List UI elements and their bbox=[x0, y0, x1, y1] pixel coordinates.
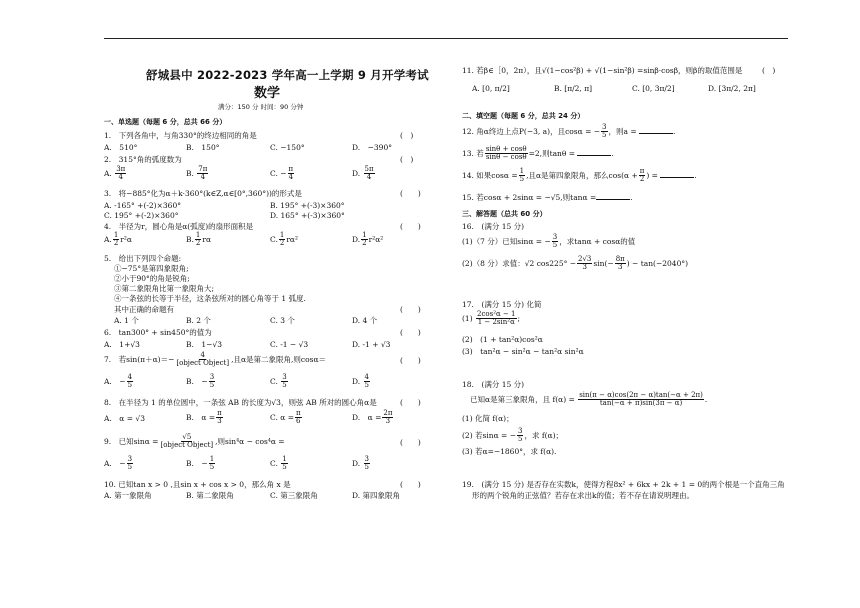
answer-blank[interactable] bbox=[639, 126, 673, 134]
question-stem: 3. 将−885°化为α＋k·360°(k∈Z,α∈[0°,360°))的形式是 bbox=[104, 189, 302, 198]
question-stem: 5. 给出下列四个命题: bbox=[104, 254, 182, 263]
answer-paren: ( ) bbox=[400, 155, 414, 164]
answer-paren: ( ) bbox=[400, 438, 421, 447]
question-stem: 7. 若sin(π＋α)＝− $\frac{4}{\text{[object Object]}}$ ,且α是第二象限角,则cosα＝ bbox=[104, 351, 327, 368]
part-1: (1)（7 分）已知sinα = − $\frac{3}{5}$ ，求tanα + cosα的值 bbox=[462, 233, 636, 250]
option-b: B. 1−√3 bbox=[186, 340, 223, 349]
answer-paren: ( ) bbox=[400, 189, 421, 198]
question-stem: 已知α是第三象限角，且 f(α) = $\frac{\sin(\pi - \alpha)\cos(2\pi - \alpha)\tan(-\alpha + 2\pi)}{\tan(-\alpha + \pi)\sin(3\pi - \alpha)}$ . bbox=[470, 391, 708, 408]
question-stem: 2. 315°角的弧度数为 bbox=[104, 155, 182, 164]
answer-paren: ( ) bbox=[400, 398, 421, 407]
answer-blank[interactable] bbox=[596, 192, 630, 200]
option-c: C. [0, 3π/2] bbox=[632, 84, 675, 93]
option-d: D. $\frac{4}{5}$ bbox=[352, 373, 369, 390]
option-a: A. [0, π/2] bbox=[472, 84, 510, 93]
option-c: C. 195° +(-2)×360° bbox=[104, 211, 179, 220]
question-head: 18. (满分 15 分) bbox=[462, 380, 525, 389]
question-stem: 10. 已知tan x > 0 ,且sin x + cos x > 0，那么角 x 是 bbox=[104, 480, 291, 489]
option-a: A. − $\frac{4}{5}$ bbox=[104, 373, 133, 390]
option-b: B. 195° +(-3)×360° bbox=[270, 201, 345, 210]
option-d: D. $\frac{3}{5}$ bbox=[352, 455, 369, 472]
part-2: (2) 若sinα = − $\frac{3}{5}$ ，求 f(α)； bbox=[462, 427, 564, 444]
option-d: D. 165° +(-3)×360° bbox=[270, 211, 345, 220]
option-d: D. −390° bbox=[352, 143, 392, 152]
option-c: C. − $\frac{\pi}{4}$ bbox=[270, 165, 294, 182]
option-a: A. 1 个 bbox=[114, 316, 139, 325]
option-a: A. $\frac{1}{2}$ r²α bbox=[104, 231, 132, 248]
question-14: 14. 如果cosα = $\frac{1}{5}$ ,且α是第四象限角，那么cos(α + $\frac{\pi}{2}$ ) = . bbox=[462, 167, 697, 184]
answer-blank[interactable] bbox=[660, 170, 694, 178]
question-stem: 8. 在半径为 1 的单位圆中，一条弦 AB 的长度为√3，则弦 AB 所对的圆心角α是 bbox=[104, 398, 377, 407]
part-1: (1) 化简 f(α)； bbox=[462, 414, 514, 423]
answer-paren: ( ) bbox=[400, 328, 421, 337]
answer-paren: ( ) bbox=[400, 480, 421, 489]
question-13: 13. 若 $\frac{\sin\theta + \cos\theta}{\sin\theta - \cos\theta}$ =2,则tanθ = . bbox=[462, 145, 614, 162]
answer-paren: ( ) bbox=[400, 356, 421, 365]
question-ask: 其中正确的命题有 bbox=[114, 305, 174, 314]
part-3: (3) tan²α − sin²α − tan²α sin²α bbox=[462, 347, 584, 356]
option-b: B. − $\frac{1}{5}$ bbox=[186, 455, 215, 472]
exam-subject: 数学 bbox=[254, 86, 281, 101]
answer-blank[interactable] bbox=[577, 148, 611, 156]
option-b: B. − $\frac{3}{5}$ bbox=[186, 373, 215, 390]
statement-2: ②小于90°的角是锐角; bbox=[114, 274, 190, 283]
option-d: D. α = $\frac{2\pi}{3}$ bbox=[352, 409, 393, 426]
exam-title: 舒城县中 2022-2023 学年高一上学期 9 月开学考试 bbox=[146, 68, 429, 82]
question-stem: 11. 若β∈［0，2π），且√(1−cos²β) + √(1−sin²β) =sinβ·cosβ，则β的取值范围是 bbox=[462, 66, 743, 75]
option-b: B. 2 个 bbox=[186, 316, 211, 325]
option-d: D. $\frac{1}{2}$ r²α² bbox=[352, 231, 384, 248]
part-3: (3) 若α=−1860°，求 f(α). bbox=[462, 447, 557, 456]
option-b: B. 第二象限角 bbox=[186, 491, 234, 500]
option-c: C. α = $\frac{\pi}{6}$ bbox=[270, 409, 301, 426]
option-a: A. α = √3 bbox=[104, 414, 145, 423]
option-c: C. 第三象限角 bbox=[270, 491, 318, 500]
statement-1: ①−75°是第四象限角; bbox=[114, 264, 189, 273]
question-head: 16. (满分 15 分) bbox=[462, 222, 525, 231]
answer-paren: ( ) bbox=[400, 131, 414, 140]
part-2: (2)（8 分）求值：√2 cos225° − $\frac{2√3}{3}$ sin(− $\frac{8\pi}{3}$ ) − tan(−2040°) bbox=[462, 255, 689, 272]
part-2: (2) (1 + tan²α)cos²α bbox=[462, 335, 543, 344]
question-stem: 6. tan300° + sin450°的值为 bbox=[104, 328, 212, 337]
question-stem: 4. 半径为r，圆心角是α(弧度)的扇形面积是 bbox=[104, 222, 254, 231]
answer-paren: ( ) bbox=[762, 66, 776, 75]
option-c: C. −150° bbox=[270, 143, 305, 152]
option-c: C. -1 − √3 bbox=[270, 340, 309, 349]
statement-3: ③第二象限角比第一象限角大; bbox=[114, 284, 215, 293]
question-15: 15. 若cosα + 2sinα = −√5,则tanα = . bbox=[462, 193, 633, 202]
answer-paren: ( ) bbox=[400, 222, 421, 231]
question-12: 12. 角α终边上点P(−3, a)，且cosα = − $\frac{3}{5}$ ，则a = . bbox=[462, 123, 676, 140]
question-head: 17. (满分 15 分) 化简 bbox=[462, 300, 542, 309]
option-c: C. $\frac{1}{5}$ bbox=[270, 455, 287, 472]
option-b: B. $\frac{7\pi}{4}$ bbox=[186, 165, 208, 182]
option-d: D. -1 + √3 bbox=[352, 340, 391, 349]
question-line-1: 19. (满分 15 分) 是否存在实数k，使得方程8x² + 6kx + 2k + 1 = 0的两个根是一个直角三角 bbox=[462, 480, 785, 489]
option-b: B. 150° bbox=[186, 143, 220, 152]
question-stem: 9. 已知sinα = $\frac{√5}{\text{[object Object]}}$ ,则sin⁴α − cos⁴α = bbox=[104, 433, 285, 450]
option-a: A. − $\frac{3}{5}$ bbox=[104, 455, 133, 472]
option-d: D. 第四象限角 bbox=[352, 491, 401, 500]
option-b: B. α = $\frac{\pi}{3}$ bbox=[186, 409, 222, 426]
option-a: A. 510° bbox=[104, 143, 138, 152]
statement-4: ④一条弦的长等于半径，这条弦所对的圆心角等于 1 弧度. bbox=[114, 294, 306, 303]
option-b: B. [π/2, π] bbox=[554, 84, 593, 93]
question-line-2: 形的两个锐角的正弦值？若存在求出k的值；若不存在请说明理由。 bbox=[472, 491, 695, 500]
part-1: (1) $\frac{\text{2cos²α − 1}}{\text{1 − 2sin²α}}$ ; bbox=[462, 310, 521, 327]
option-c: C. $\frac{3}{5}$ bbox=[270, 373, 287, 390]
option-b: B. $\frac{1}{2}$ rα bbox=[186, 231, 212, 248]
option-a: A. 1+√3 bbox=[104, 340, 140, 349]
option-c: C. $\frac{1}{2}$ rα² bbox=[270, 231, 298, 248]
exam-meta: 满分：150 分 时间：90 分钟 bbox=[218, 103, 304, 111]
top-rule bbox=[104, 38, 788, 39]
option-d: D. 4 个 bbox=[352, 316, 378, 325]
section-single-choice: 一、单选题（每题 6 分，总共 66 分） bbox=[104, 118, 227, 126]
section-fill-in: 二、填空题（每题 6 分，总共 24 分） bbox=[462, 112, 585, 120]
option-a: A. $\frac{3\pi}{4}$ bbox=[104, 165, 126, 182]
option-d: D. $\frac{5\pi}{4}$ bbox=[352, 165, 374, 182]
option-c: C. 3 个 bbox=[270, 316, 295, 325]
option-a: A. 第一象限角 bbox=[104, 491, 152, 500]
option-d: D. [3π/2, 2π] bbox=[708, 84, 756, 93]
answer-paren: ( ) bbox=[400, 305, 421, 314]
question-stem: 1. 下列各角中，与角330°的终边相同的角是 bbox=[104, 131, 257, 140]
option-a: A. -165° +(-2)×360° bbox=[104, 201, 181, 210]
section-solve: 三、解答题（总共 60 分） bbox=[462, 210, 547, 218]
